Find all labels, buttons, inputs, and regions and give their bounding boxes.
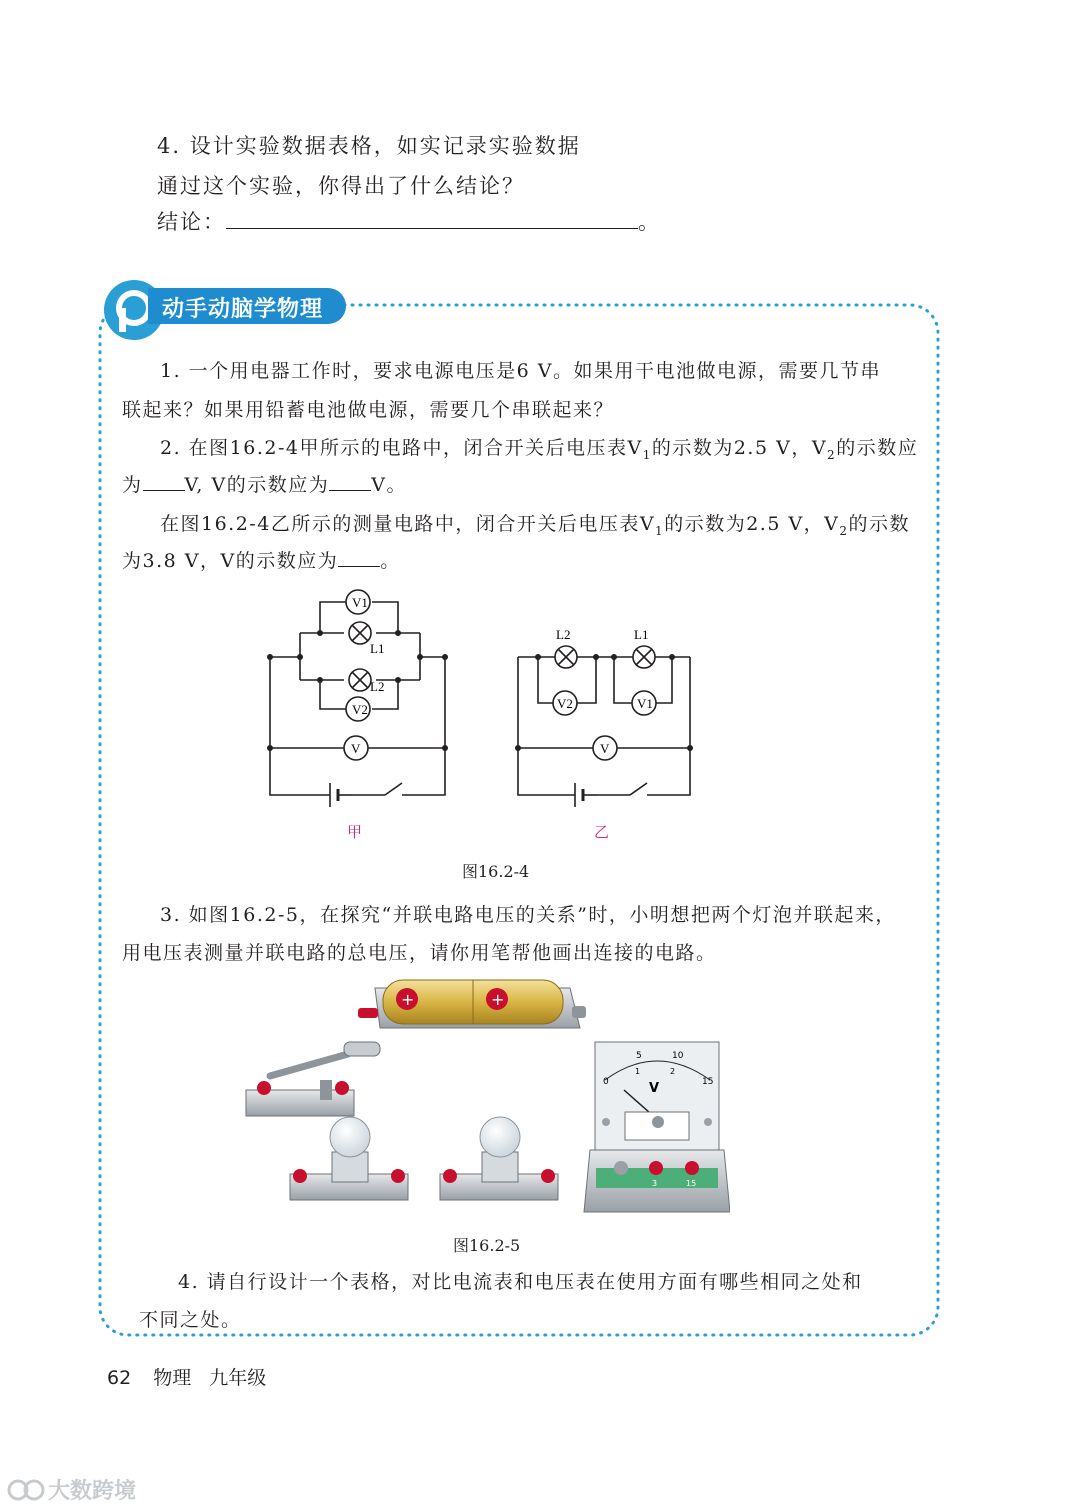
exercise-4-line1: 4. 请自行设计一个表格，对比电流表和电压表在使用方面有哪些相同之处和	[178, 1271, 863, 1293]
exercise-2-line2: 为 V, V的示数应为 V。	[122, 474, 407, 496]
lamp-l1-label: L1	[370, 641, 385, 656]
section-title-bar	[148, 288, 346, 324]
footer-subject: 物理	[153, 1367, 192, 1389]
footer-grade: 九年级	[209, 1367, 267, 1389]
conclusion-label: 结论：	[157, 210, 226, 234]
svg-text:+: +	[401, 990, 415, 1009]
exercise-1-line2: 联起来？如果用铅蓄电池做电源，需要几个串联起来？	[122, 399, 615, 421]
svg-text:+: +	[491, 990, 505, 1009]
voltmeter-apparatus	[584, 1042, 730, 1212]
voltmeter-symbol: V	[649, 1081, 660, 1096]
apparatus-figure	[240, 972, 730, 1222]
meter-v-label: V	[351, 741, 361, 756]
knife-switch	[246, 1042, 380, 1116]
question-4-line2: 通过这个实验，你得出了什么结论？	[157, 174, 525, 198]
yi-meter-v1-label: V1	[637, 696, 653, 711]
exercise-3-line1: 3. 如图16.2-5，在探究“并联电路电压的关系”时，小明想把两个灯泡并联起来，	[160, 904, 896, 926]
conclusion-end: 。	[638, 210, 661, 234]
yi-lamp-l1-label: L1	[634, 627, 649, 642]
svg-text:15: 15	[702, 1077, 714, 1087]
svg-text:10: 10	[672, 1051, 684, 1061]
watermark-text: 大数跨境	[48, 1479, 137, 1504]
answer-blank-1[interactable]	[143, 490, 185, 491]
lamp-holder-2	[440, 1117, 558, 1200]
svg-text:15: 15	[686, 1179, 697, 1188]
section-title: 动手动脑学物理	[162, 297, 324, 322]
figure-4-caption: 图16.2-4	[462, 862, 530, 881]
answer-blank-2[interactable]	[329, 490, 371, 491]
page-footer	[107, 1363, 266, 1390]
exercise-2b-line1: 在图16.2-4乙所示的测量电路中，闭合开关后电压表$V_1$的示数为2.5 V，$V_2$的示数	[160, 513, 911, 538]
watermark-logo-icon	[6, 1476, 48, 1504]
label-yi: 乙	[594, 825, 610, 841]
exercise-1-line1: 1. 一个用电器工作时，要求电源电压是6 V。如果用干电池做电源，需要几节串	[160, 360, 882, 382]
yi-meter-v2-label: V2	[557, 696, 573, 711]
lamp-holder-1	[290, 1117, 408, 1200]
svg-text:2: 2	[670, 1067, 676, 1076]
label-jia: 甲	[347, 825, 363, 841]
exercise-2-line1: 2. 在图16.2-4甲所示的电路中，闭合开关后电压表$V_1$的示数为2.5 V，$V_2$的示数应	[160, 437, 919, 462]
watermark	[6, 1474, 136, 1505]
lamp-l2-label: L2	[370, 679, 385, 694]
svg-text:0: 0	[603, 1077, 609, 1087]
exercise-2b-line2: 为3.8 V，V的示数应为 。	[122, 550, 401, 572]
exercise-4-line2: 不同之处。	[139, 1309, 242, 1331]
page-number: 62	[107, 1367, 132, 1389]
svg-text:3: 3	[652, 1179, 658, 1188]
battery-holder	[358, 980, 586, 1028]
svg-text:1: 1	[635, 1067, 641, 1076]
circuit-yi	[518, 646, 690, 807]
circuit-jia	[270, 590, 445, 807]
meter-v1-label: V1	[352, 595, 368, 610]
answer-blank-3[interactable]	[338, 566, 380, 567]
yi-lamp-l2-label: L2	[556, 627, 571, 642]
circuit-figure	[250, 585, 720, 845]
svg-text:5: 5	[636, 1051, 642, 1061]
exercise-3-line2: 用电压表测量并联电路的总电压，请你用笔帮他画出连接的电路。	[122, 942, 717, 964]
figure-5-caption: 图16.2-5	[453, 1236, 521, 1255]
meter-v2-label: V2	[352, 702, 368, 717]
yi-meter-v-label: V	[600, 741, 610, 756]
question-4-line1: 4. 设计实验数据表格，如实记录实验数据	[157, 134, 581, 158]
